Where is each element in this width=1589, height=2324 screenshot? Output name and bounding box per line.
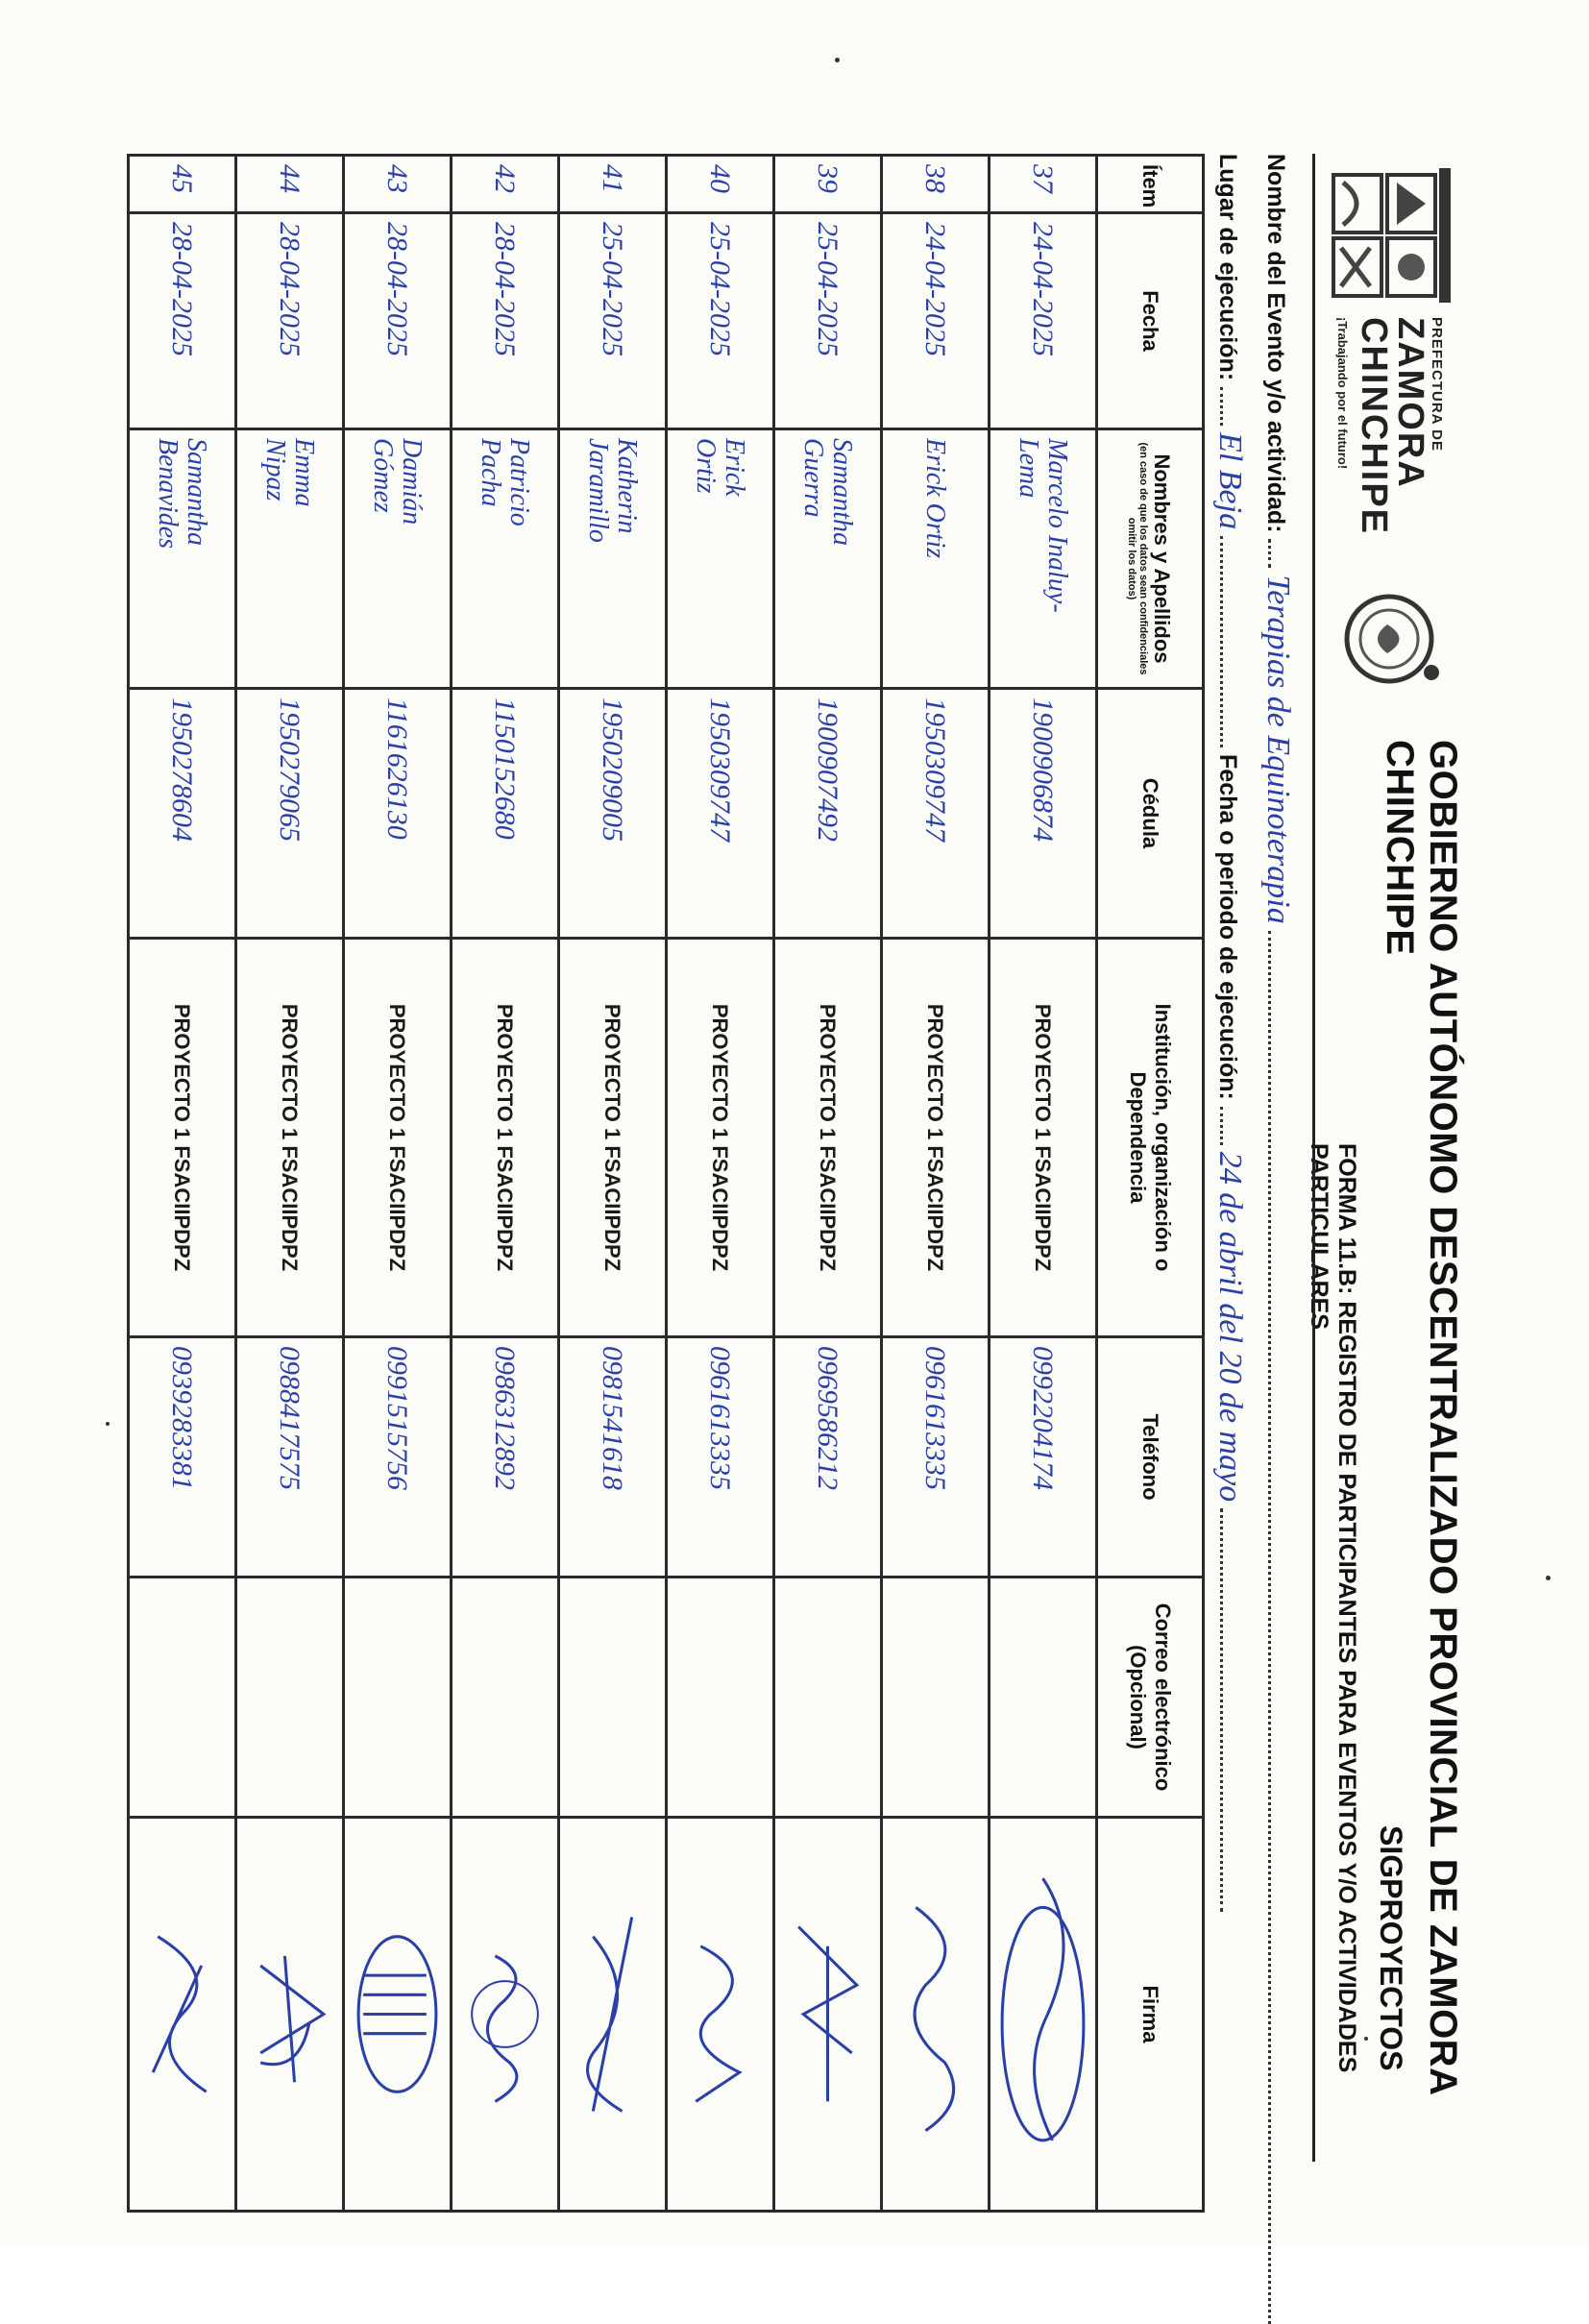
cell-cedula: 1950309747 (882, 689, 990, 939)
header-item: Ítem (1097, 156, 1204, 213)
cell-item: 45 (129, 156, 236, 213)
nombre-line-2: Lema (1014, 438, 1044, 499)
cell-telefono: 0986312892 (452, 1337, 559, 1578)
brand-line-2: CHINCHIPE (1354, 317, 1394, 536)
cell-item: 37 (990, 156, 1097, 213)
header-telefono: Teléfono (1097, 1337, 1204, 1578)
cell-telefono: 0969586212 (774, 1337, 882, 1578)
signature-drawing (564, 1819, 661, 2210)
cell-fecha: 24-04-2025 (990, 213, 1097, 429)
cell-item: 40 (667, 156, 774, 213)
cell-correo (774, 1578, 882, 1818)
cell-institucion: PROYECTO 1 FSACIIPDPZ (667, 939, 774, 1337)
participants-table (153, 154, 1205, 2210)
cell-nombre (990, 429, 1097, 689)
cell-nombre (236, 429, 344, 689)
cell-correo (882, 1578, 990, 1818)
cell-cedula: 1950209005 (559, 689, 667, 939)
cell-fecha: 25-04-2025 (559, 213, 667, 429)
scan-speck (106, 1422, 110, 1426)
cell-institucion: PROYECTO 1 FSACIIPDPZ (344, 939, 452, 1337)
cell-correo (344, 1578, 452, 1818)
cell-nombre (129, 429, 236, 689)
scan-speck (1364, 2037, 1368, 2041)
organization-subtitle: SIGPROYECTOS (1374, 1825, 1408, 2071)
signature-drawing (887, 1819, 984, 2210)
cell-nombre (344, 429, 452, 689)
cell-fecha: 28-04-2025 (452, 213, 559, 429)
cell-correo (667, 1578, 774, 1818)
cell-cedula: 1900907492 (774, 689, 882, 939)
cell-firma (452, 1818, 559, 2212)
cell-nombre (559, 429, 667, 689)
period-value: 24 de abril del 20 de mayo (1212, 1151, 1248, 1503)
cell-fecha: 28-04-2025 (344, 213, 452, 429)
cell-nombre (774, 429, 882, 689)
cell-item: 41 (559, 156, 667, 213)
table-row (774, 156, 882, 2212)
brand-text (1335, 317, 1445, 535)
nombre-line-2: Ortiz (691, 438, 721, 494)
nombre-line-1: Emma (289, 438, 320, 507)
brand-line-1: ZAMORA (1390, 317, 1430, 489)
table-header-row (1097, 156, 1204, 2212)
signature-drawing (672, 1819, 769, 2210)
cell-institucion: PROYECTO 1 FSACIIPDPZ (882, 939, 990, 1337)
nombre-line-1: Katherin (612, 438, 643, 534)
nombre-line-1: Marcelo Inaluy- (1042, 438, 1073, 613)
execution-fields (1211, 154, 1248, 1912)
event-name-value: Terapias de Equinoterapia (1260, 575, 1296, 924)
header-cedula: Cédula (1097, 689, 1204, 939)
cell-telefono: 0939283381 (129, 1337, 236, 1578)
cell-telefono: 0981541618 (559, 1337, 667, 1578)
header-nombres (1097, 429, 1204, 689)
signature-drawing (456, 1819, 553, 2210)
table-row (667, 156, 774, 2212)
cell-nombre (882, 429, 990, 689)
cell-firma (559, 1818, 667, 2212)
header-correo: Correo electrónico (Opcional) (1097, 1578, 1204, 1818)
organization-title: GOBIERNO AUTÓNOMO DESCENTRALIZADO PROVINCIAL DE ZAMORA CHINCHIPE (1379, 740, 1464, 2094)
event-name-field (1259, 154, 1296, 2324)
cell-item: 44 (236, 156, 344, 213)
cell-telefono: 0961613335 (667, 1337, 774, 1578)
nombre-line-1: Erick Ortiz (920, 438, 951, 559)
cell-cedula: 1950278604 (129, 689, 236, 939)
location-label: Lugar de ejecución: (1214, 154, 1241, 381)
nombre-line-1: Samantha (827, 438, 858, 546)
header-nombres-note: (en caso de que los datos sean confidenciales omitir los datos) (1126, 442, 1149, 675)
header-institucion: Institución, organización o Dependencia (1097, 939, 1204, 1337)
header-nombres-label: Nombres y Apellidos (1150, 453, 1174, 664)
header-fecha: Fecha (1097, 213, 1204, 429)
cell-firma (129, 1818, 236, 2212)
cell-cedula: 1150152680 (452, 689, 559, 939)
cell-telefono: 0988417575 (236, 1337, 344, 1578)
cell-firma (990, 1818, 1097, 2212)
scan-speck (835, 58, 840, 62)
cell-firma (667, 1818, 774, 2212)
cell-institucion: PROYECTO 1 FSACIIPDPZ (990, 939, 1097, 1337)
nombre-line-2: Guerra (798, 438, 829, 518)
cell-telefono: 0992204174 (990, 1337, 1097, 1578)
cell-nombre (452, 429, 559, 689)
period-label: Fecha o periodo de ejecución: (1214, 754, 1241, 1100)
table-row (452, 156, 559, 2212)
header-firma: Firma (1097, 1818, 1204, 2212)
cell-item: 42 (452, 156, 559, 213)
nombre-line-1: Damián (397, 438, 428, 526)
cell-firma (236, 1818, 344, 2212)
cell-fecha: 25-04-2025 (667, 213, 774, 429)
table-row (236, 156, 344, 2212)
prefectura-logo (1310, 163, 1464, 567)
signature-drawing (779, 1819, 876, 2210)
cell-cedula: 1950309747 (667, 689, 774, 939)
cell-correo (129, 1578, 236, 1818)
signature-drawing (241, 1819, 338, 2210)
header-divider (1312, 154, 1315, 2162)
cell-correo (990, 1578, 1097, 1818)
table-row (882, 156, 990, 2212)
cell-correo (452, 1578, 559, 1818)
cell-institucion: PROYECTO 1 FSACIIPDPZ (559, 939, 667, 1337)
cell-fecha: 24-04-2025 (882, 213, 990, 429)
table-row (559, 156, 667, 2212)
nombre-line-2: Gómez (368, 438, 399, 513)
cell-item: 43 (344, 156, 452, 213)
signature-drawing (134, 1819, 231, 2210)
cell-fecha: 25-04-2025 (774, 213, 882, 429)
cell-firma (882, 1818, 990, 2212)
nombre-line-2: Nipaz (260, 438, 291, 501)
cell-item: 39 (774, 156, 882, 213)
nombre-line-1: Patricio (504, 438, 535, 526)
nombre-line-2: Benavides (153, 438, 183, 550)
cell-cedula: 1900906874 (990, 689, 1097, 939)
coat-of-arms-icon (1324, 163, 1458, 307)
brand-slogan: ¡Trabajando por el futuro! (1335, 317, 1350, 470)
institution-seal-icon (1339, 586, 1445, 692)
table-row (129, 156, 236, 2212)
table-row (990, 156, 1097, 2212)
table-row (344, 156, 452, 2212)
cell-telefono: 0991515756 (344, 1337, 452, 1578)
cell-cedula: 1950279065 (236, 689, 344, 939)
cell-item: 38 (882, 156, 990, 213)
location-value: El Beja (1212, 432, 1248, 530)
cell-fecha: 28-04-2025 (236, 213, 344, 429)
nombre-line-1: Samantha (182, 438, 212, 546)
cell-institucion: PROYECTO 1 FSACIIPDPZ (129, 939, 236, 1337)
event-name-label: Nombre del Evento y/o actividad: (1262, 154, 1289, 533)
nombre-line-1: Erick (720, 438, 750, 497)
cell-firma (774, 1818, 882, 2212)
nombre-line-2: Pacha (476, 438, 506, 507)
cell-telefono: 0961613335 (882, 1337, 990, 1578)
brand-prefix: PREFECTURA DE (1429, 317, 1445, 452)
scan-speck (1546, 1576, 1551, 1580)
nombre-line-2: Jaramillo (583, 438, 614, 543)
cell-correo (559, 1578, 667, 1818)
cell-institucion: PROYECTO 1 FSACIIPDPZ (452, 939, 559, 1337)
form-title: FORMA 11.B: REGISTRO DE PARTICIPANTES PARA EVENTOS Y/O ACTIVIDADES PARTICULARES (1306, 1143, 1360, 2073)
cell-firma (344, 1818, 452, 2212)
cell-institucion: PROYECTO 1 FSACIIPDPZ (236, 939, 344, 1337)
cell-cedula: 1161626130 (344, 689, 452, 939)
cell-institucion: PROYECTO 1 FSACIIPDPZ (774, 939, 882, 1337)
cell-nombre (667, 429, 774, 689)
cell-fecha: 28-04-2025 (129, 213, 236, 429)
cell-correo (236, 1578, 344, 1818)
signature-drawing (994, 1819, 1091, 2210)
signature-drawing (349, 1819, 446, 2210)
